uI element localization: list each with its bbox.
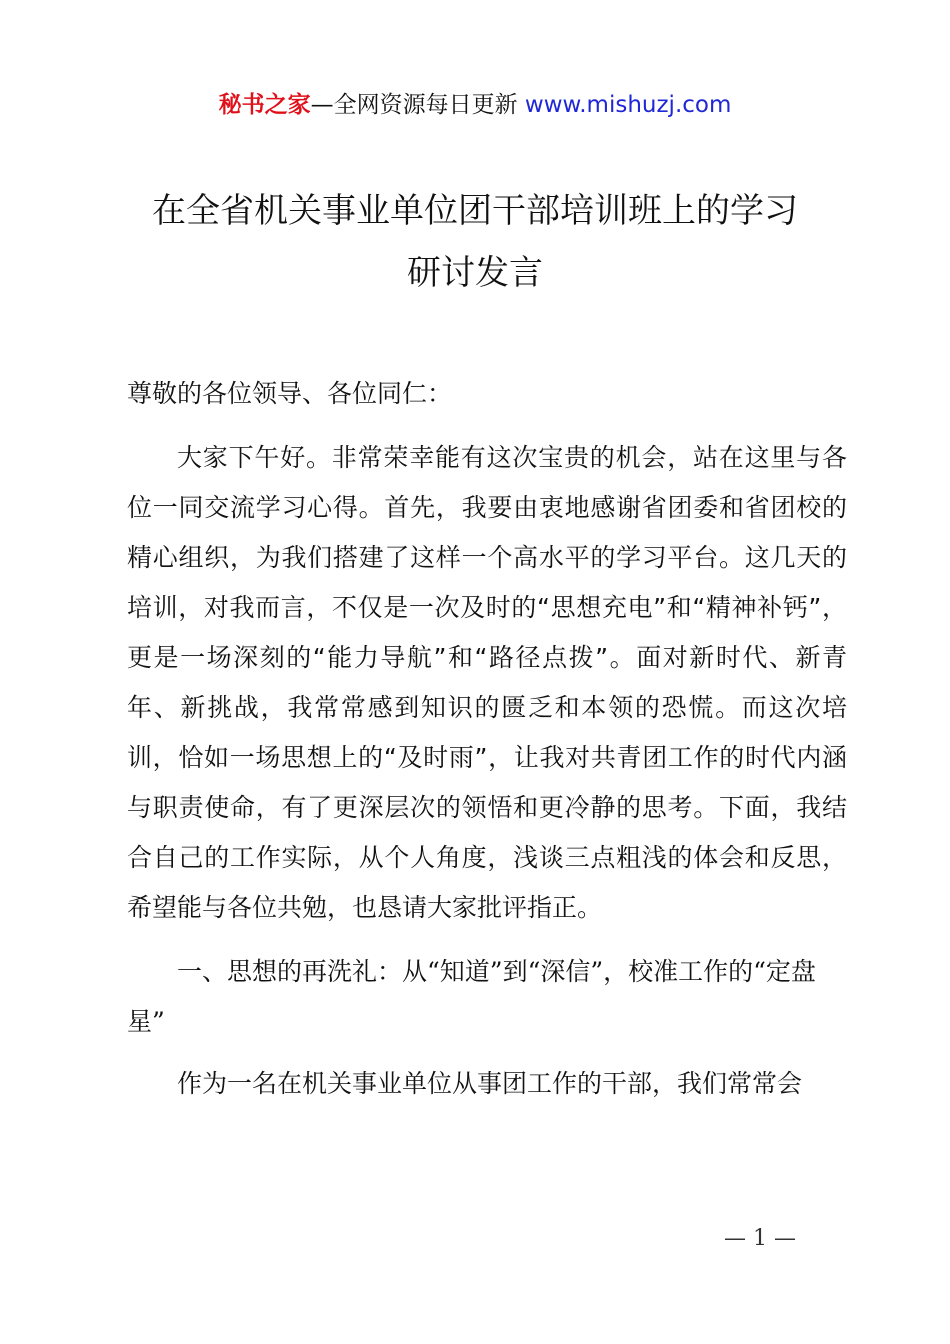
section-heading-1: 一、思想的再洗礼：从“知道”到“深信”，校准工作的“定盘星”: [127, 957, 816, 1036]
title-line-1: 在全省机关事业单位团干部培训班上的学习: [152, 191, 798, 231]
document-body: [127, 369, 847, 1109]
greeting: 尊敬的各位领导、各位同仁：: [127, 379, 453, 408]
header-tagline: —全网资源每日更新: [310, 92, 525, 118]
paragraph-section-1: 作为一名在机关事业单位从事团工作的干部，我们常常会: [177, 1069, 803, 1098]
title-line-2: 研讨发言: [407, 253, 543, 293]
paragraph-intro: 大家下午好。非常荣幸能有这次宝贵的机会，站在这里与各位一同交流学习心得。首先，我要由衷地感谢省团委和省团校的精心组织，为我们搭建了这样一个高水平的学习平台。这几天的培训，对我而言，不仅是一次及时的“思想充电”和“精神补钙”，更是一场深刻的“能力导航”和“路径点拨”。面对新时代、新青年、新挑战，我常常感到知识的匮乏和本领的恐慌。而这次培训，恰如一场思想上的“及时雨”，让我对共青团工作的时代内涵与职责使命，有了更深层次的领悟和更冷静的思考。下面，我结合自己的工作实际，从个人角度，浅谈三点粗浅的体会和反思，希望能与各位共勉，也恳请大家批评指正。: [127, 443, 847, 922]
brand-name: 秘书之家: [218, 92, 311, 118]
header-banner: [0, 88, 950, 122]
site-url-link[interactable]: www.mishuzj.com: [524, 92, 732, 118]
page-number: — 1 —: [724, 1226, 796, 1251]
document-title: [110, 180, 840, 304]
